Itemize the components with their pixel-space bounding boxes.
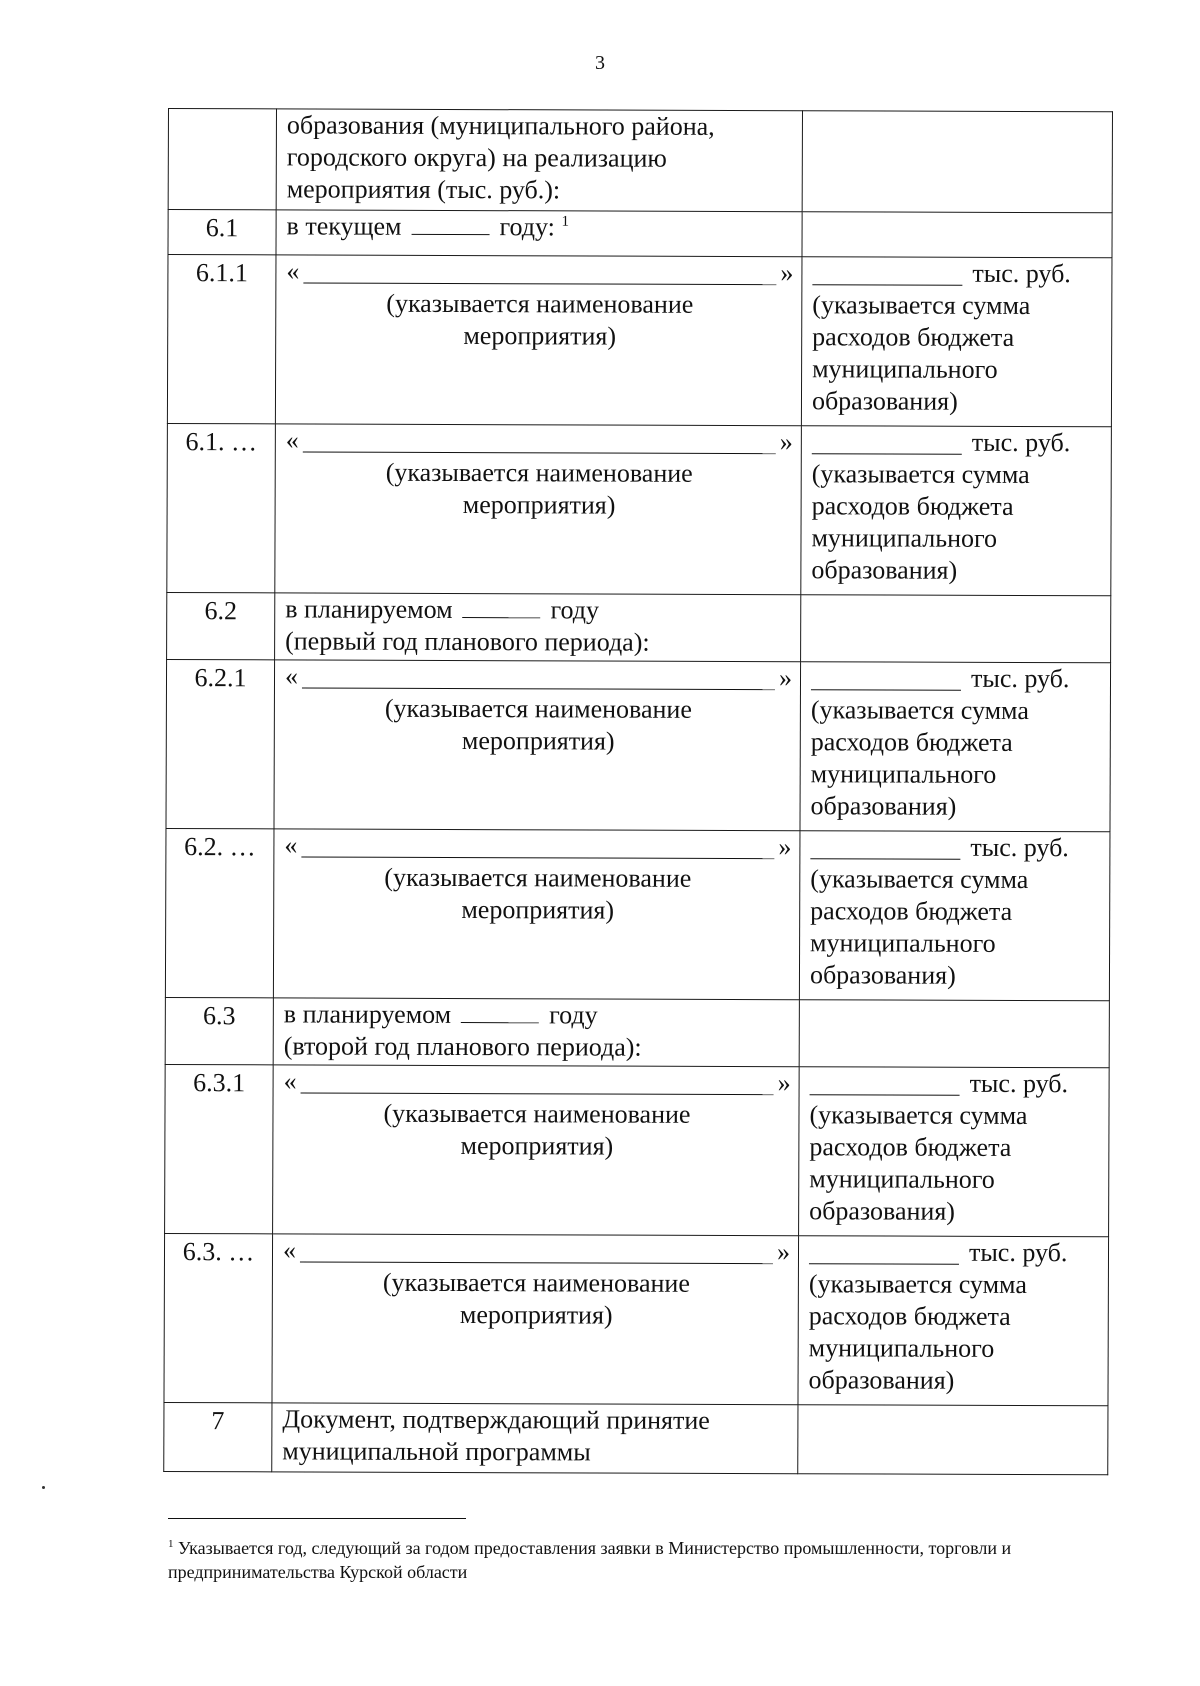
sum-line — [810, 1067, 1101, 1100]
close-quote: » — [778, 832, 792, 862]
sum-hint-line4: образования) — [811, 386, 958, 416]
event-name-hint-line2: мероприятия) — [463, 321, 617, 351]
table-row-intro — [168, 109, 1112, 213]
open-quote: « — [283, 1066, 297, 1096]
open-quote: « — [282, 1235, 297, 1265]
row-description-cell — [273, 998, 799, 1067]
year-suffix-label: году: — [499, 212, 555, 242]
open-quote: « — [284, 830, 298, 860]
document-label-line1: Документ, подтверждающий принятие — [282, 1404, 710, 1435]
year-suffix-label: году — [549, 1000, 598, 1030]
row-sum-cell — [799, 831, 1110, 1001]
sum-unit-label: тыс. руб. — [970, 663, 1070, 694]
sum-unit-label: тыс. руб. — [972, 258, 1071, 289]
footnote — [168, 1532, 1068, 1584]
sum-hint-line2: расходов бюджета — [812, 322, 1015, 352]
sum-hint-line4: образования) — [811, 555, 958, 585]
row-number-cell: 6.2 — [167, 592, 275, 659]
sum-hint-line4: образования) — [808, 1365, 955, 1395]
row-number-cell: 6.2. … — [165, 828, 274, 997]
close-quote: » — [779, 427, 793, 457]
sum-blank-field[interactable] — [812, 258, 962, 286]
sum-hint-line1: (указывается сумма — [810, 864, 1029, 895]
footnote-separator — [168, 1518, 466, 1519]
sum-hint-line2: расходов бюджета — [808, 1301, 1011, 1331]
sum-blank-field[interactable] — [809, 1237, 959, 1265]
close-quote: » — [776, 1237, 791, 1267]
sum-hint-line1: (указывается сумма — [809, 1100, 1028, 1131]
sum-hint-line4: образования) — [809, 1196, 956, 1226]
sum-line — [812, 426, 1103, 459]
open-quote: « — [286, 256, 300, 286]
table-row-item — [167, 423, 1112, 595]
close-quote: » — [778, 663, 793, 693]
event-name-hint-line2: мероприятия) — [459, 1300, 613, 1330]
sum-hint-line1: (указывается сумма — [812, 290, 1031, 321]
event-name-blank-field[interactable] — [301, 830, 774, 859]
sum-hint-line2: расходов бюджета — [810, 727, 1013, 757]
year-suffix-label: году — [550, 595, 600, 625]
row-description-cell — [273, 829, 800, 1000]
sum-unit-label: тыс. руб. — [969, 1068, 1069, 1099]
row-sum-cell — [801, 257, 1112, 427]
event-name-line — [284, 1065, 791, 1099]
sum-blank-field[interactable] — [811, 663, 961, 691]
sum-hint-line4: образования) — [809, 960, 956, 990]
event-name-blank-field[interactable] — [303, 256, 776, 285]
event-name-blank-field[interactable] — [302, 661, 775, 690]
table-row-7 — [164, 1402, 1108, 1474]
row-description-cell — [275, 424, 802, 595]
open-quote: « — [284, 661, 299, 691]
row-number-cell: 6.1 — [168, 210, 276, 255]
sum-hint-line1: (указывается сумма — [811, 459, 1030, 490]
row-number-cell: 6.1.1 — [167, 255, 276, 424]
row-sum-cell — [802, 111, 1112, 213]
sum-blank-field[interactable] — [812, 427, 962, 455]
sum-hint-line3: муниципального — [812, 354, 998, 384]
event-name-hint-line1: (указывается наименование — [386, 288, 694, 319]
sum-line — [811, 662, 1102, 695]
row-description-cell — [273, 1065, 800, 1236]
table-row-item — [164, 1233, 1109, 1405]
table-row-item — [167, 255, 1112, 427]
close-quote: » — [777, 1068, 791, 1098]
event-name-hint-line2: мероприятия) — [462, 490, 616, 520]
sum-hint-line1: (указывается сумма — [808, 1269, 1027, 1300]
row-sum-cell — [801, 426, 1112, 596]
row-number-cell: 6.3 — [165, 997, 273, 1064]
row-description-cell — [276, 109, 802, 212]
sum-hint-line2: расходов бюджета — [811, 491, 1014, 521]
event-name-line — [284, 829, 791, 863]
event-name-hint-line1: (указывается наименование — [382, 1267, 690, 1298]
event-name-hint-line2: мероприятия) — [460, 1131, 614, 1161]
sum-line — [810, 831, 1101, 864]
sum-hint-line3: муниципального — [809, 1164, 995, 1194]
planning-period-label: (второй год планового периода): — [283, 1031, 642, 1062]
sum-blank-field[interactable] — [810, 1068, 960, 1096]
event-name-hint-line1: (указывается наименование — [384, 693, 692, 724]
table-row-6-3 — [165, 997, 1109, 1067]
table-row-6-1 — [168, 210, 1112, 258]
row-sum-cell — [802, 212, 1112, 258]
row-description-cell — [272, 1234, 799, 1405]
application-form-table — [163, 108, 1113, 1475]
event-name-line — [285, 660, 792, 694]
event-name-line — [286, 424, 793, 458]
event-name-hint-line1: (указывается наименование — [385, 457, 693, 488]
row-sum-cell — [801, 595, 1111, 663]
row-sum-cell — [799, 1000, 1109, 1068]
event-name-blank-field[interactable] — [300, 1235, 773, 1264]
sum-hint-line4: образования) — [810, 791, 957, 821]
sum-line — [812, 257, 1103, 290]
row-number-cell — [168, 109, 276, 210]
row-description-cell — [274, 660, 801, 831]
row-sum-cell — [798, 1405, 1108, 1475]
year-blank-field[interactable] — [463, 595, 541, 618]
row-number-cell: 6.2.1 — [166, 659, 275, 828]
year-blank-field[interactable] — [412, 212, 490, 235]
document-label-line2: муниципальной программы — [282, 1436, 591, 1467]
event-name-hint-line1: (указывается наименование — [384, 862, 692, 893]
table-row-item — [166, 659, 1111, 831]
sum-hint-line3: муниципального — [810, 928, 996, 958]
close-quote: » — [780, 258, 794, 288]
intro-description-text: образования (муниципального района, городского округа) на реализацию мероприятия (тыс. руб.): — [286, 110, 715, 205]
sum-line — [809, 1236, 1100, 1269]
row-sum-cell — [800, 662, 1111, 832]
sum-unit-label: тыс. руб. — [968, 1237, 1068, 1268]
planned-year-label: в планируемом — [283, 999, 452, 1029]
row-description-cell — [272, 1403, 798, 1474]
table-row-item — [165, 1064, 1110, 1236]
year-blank-field[interactable] — [461, 1000, 539, 1023]
event-name-line — [283, 1234, 790, 1268]
row-sum-cell — [798, 1236, 1109, 1406]
page-number: 3 — [595, 52, 605, 74]
sum-hint-line2: расходов бюджета — [810, 896, 1013, 926]
event-name-hint-line2: мероприятия) — [461, 895, 615, 925]
planning-period-label: (первый год планового периода): — [285, 626, 650, 657]
open-quote: « — [285, 425, 299, 455]
event-name-hint-line1: (указывается наименование — [383, 1098, 691, 1129]
row-number-cell: 6.3. … — [164, 1233, 273, 1402]
row-number-cell: 6.1. … — [167, 423, 276, 592]
footnote-marker: 1 — [168, 1538, 174, 1550]
sum-unit-label: тыс. руб. — [970, 832, 1069, 863]
sum-hint-line2: расходов бюджета — [809, 1132, 1012, 1162]
sum-hint-line3: муниципального — [808, 1333, 995, 1363]
sum-hint-line3: муниципального — [811, 523, 998, 553]
footnote-reference: 1 — [561, 213, 569, 230]
sum-unit-label: тыс. руб. — [971, 427, 1071, 458]
row-description-cell — [275, 593, 801, 662]
event-name-hint-line2: мероприятия) — [461, 726, 615, 756]
row-description-cell — [276, 210, 802, 257]
event-name-blank-field[interactable] — [301, 1066, 774, 1095]
event-name-blank-field[interactable] — [303, 425, 776, 454]
row-description-cell — [275, 255, 802, 426]
planned-year-label: в планируемом — [285, 594, 453, 624]
row-sum-cell — [799, 1067, 1110, 1237]
table-row-item — [165, 828, 1110, 1000]
scan-speck — [42, 1486, 45, 1489]
row-number-cell: 6.3.1 — [165, 1064, 274, 1233]
table-row-6-2 — [167, 592, 1111, 662]
row-number-cell: 7 — [164, 1402, 272, 1471]
sum-blank-field[interactable] — [810, 832, 960, 860]
sum-hint-line3: муниципального — [810, 759, 997, 789]
event-name-line — [286, 255, 793, 289]
sum-hint-line1: (указывается сумма — [810, 695, 1029, 726]
footnote-text: Указывается год, следующий за годом предоставления заявки в Министерство промышленности, торговли и предпринимательства Курской области — [168, 1538, 1012, 1582]
current-year-label: в текущем — [286, 211, 402, 241]
